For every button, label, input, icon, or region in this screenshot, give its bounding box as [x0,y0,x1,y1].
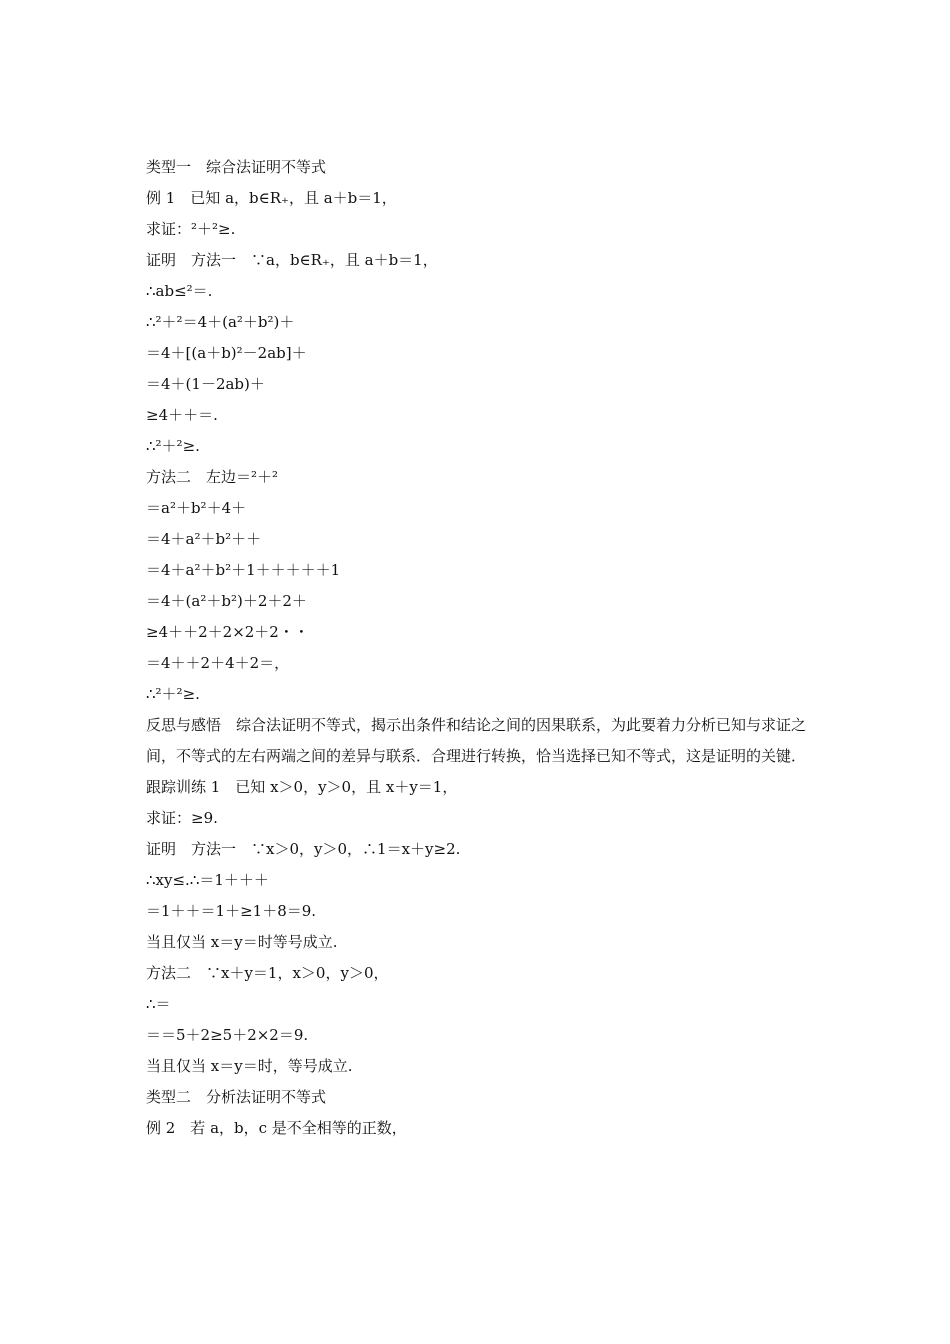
exercise-proof-method-1: 证明 方法一 ∵x＞0，y＞0，∴1＝x＋y≥2. [146,840,461,858]
example-1-statement: 例 1 已知 a，b∈R₊，且 a＋b＝1， [146,189,397,207]
reflection-paragraph: 反思与感悟 综合法证明不等式，揭示出条件和结论之间的因果联系，为此要着力分析已知与求证之间，不等式的左右两端之间的差异与联系．合理进行转换，恰当选择已知不等式，这是证明的关键． [146,716,807,765]
proof-line: ∴ab≤²＝. [146,282,213,300]
proof-line: ＝4＋(a²＋b²)＋2＋2＋ [146,592,307,610]
proof-conclusion: ∴²＋²≥. [146,685,200,703]
equality-condition: 当且仅当 x＝y＝时等号成立. [146,933,338,951]
proof-conclusion: ∴²＋²≥. [146,437,200,455]
proof-line: ≥4＋＋2＋2×2＋2・・ [146,623,309,641]
proof-line: ＝4＋＋2＋4＋2＝， [146,654,290,672]
proof-line: ＝1＋＋＝1＋≥1＋8＝9. [146,902,317,920]
proof-line: ∴²＋²＝4＋(a²＋b²)＋ [146,313,295,331]
proof-method-2-start: 方法二 左边＝²＋² [146,468,279,486]
document-body [146,152,806,1144]
proof-line: ＝4＋(1－2ab)＋ [146,375,265,393]
section-heading-type-1: 类型一 综合法证明不等式 [146,158,327,176]
exercise-1-statement: 跟踪训练 1 已知 x＞0，y＞0，且 x＋y＝1， [146,778,458,796]
example-2-statement: 例 2 若 a，b，c 是不全相等的正数， [146,1119,407,1137]
exercise-proof-method-2: 方法二 ∵x＋y＝1，x＞0，y＞0， [146,964,389,982]
proof-line: ＝4＋a²＋b²＋＋ [146,530,262,548]
proof-method-1-start: 证明 方法一 ∵a，b∈R₊，且 a＋b＝1， [146,251,438,269]
proof-line: ＝＝5＋2≥5＋2×2＝9. [146,1026,309,1044]
section-heading-type-2: 类型二 分析法证明不等式 [146,1088,327,1106]
example-1-goal: 求证：²＋²≥. [146,220,236,238]
proof-line: ∴＝ [146,995,171,1013]
proof-line: ∴xy≤.∴＝1＋＋＋ [146,871,269,889]
proof-line: ＝a²＋b²＋4＋ [146,499,247,517]
exercise-1-goal: 求证：≥9. [146,809,218,827]
proof-line: ＝4＋a²＋b²＋1＋＋＋＋＋1 [146,561,341,579]
equality-condition: 当且仅当 x＝y＝时，等号成立. [146,1057,353,1075]
proof-line: ＝4＋[(a＋b)²－2ab]＋ [146,344,307,362]
proof-line: ≥4＋＋＝. [146,406,218,424]
